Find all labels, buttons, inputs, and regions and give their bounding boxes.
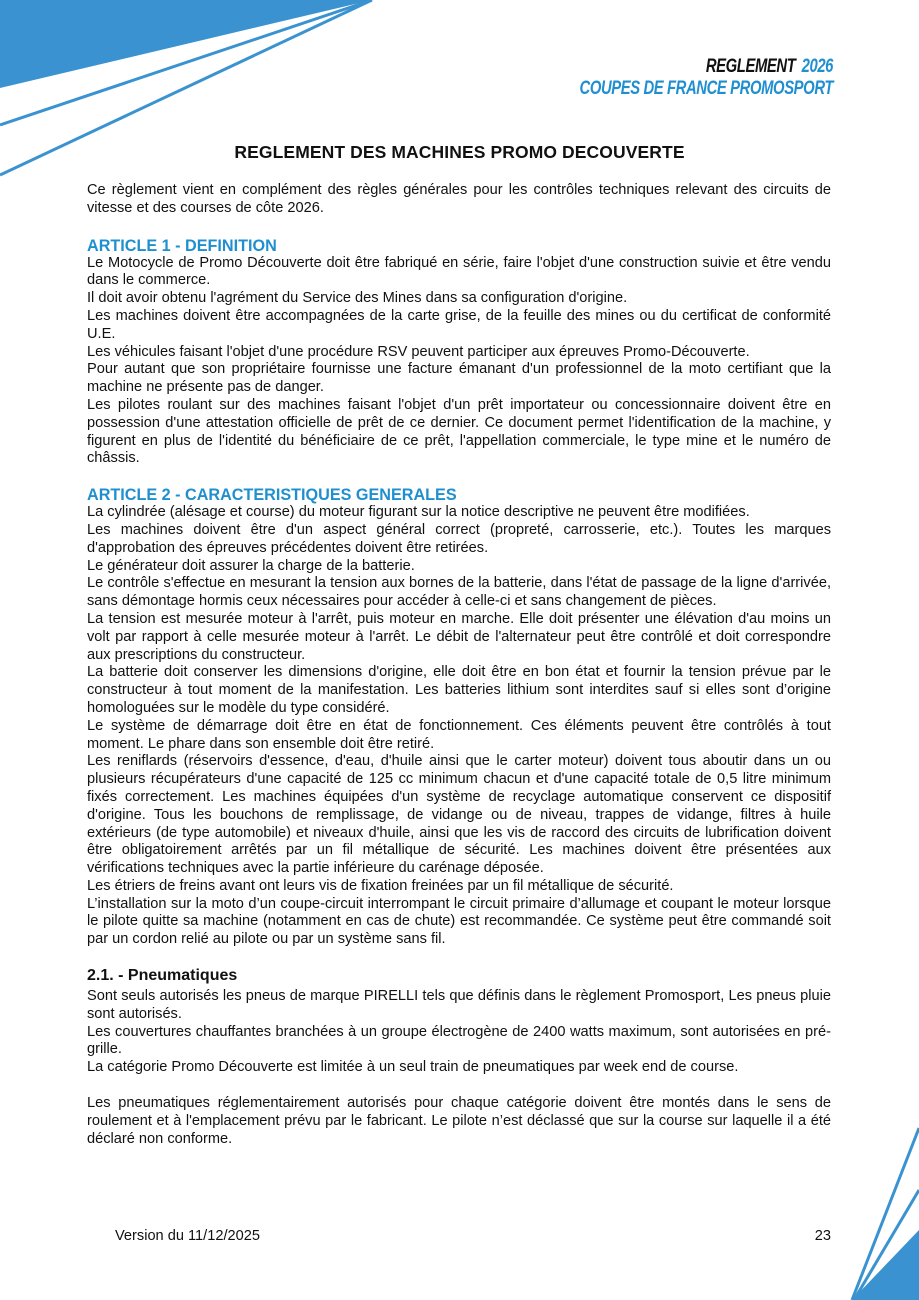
article-2-paragraph: Les reniflards (réservoirs d'essence, d'eau, d'huile ainsi que le carter moteur) doivent tous aboutir dans un ou plusieurs récupérateurs d'une capacité de 125 cc minimum chacun et d'une capacité totale de 0,5 litre minimum fixés correctement. Les machines équipées d'un système de recyclage automatique conservent ce dispositif d'origine. Tous les bouchons de remplissage, de vidange ou de niveau, trappes de vidange, filtres à huile extérieurs (de type automobile) et niveaux d'huile, ainsi que les vis de raccord des circuits de lubrification doivent être obligatoirement arrêtés par un fil métallique de sécurité. Les machines doivent être présentées aux vérifications techniques avec la partie inférieure du carénage déposée. xyxy=(87,753,831,877)
document-body xyxy=(87,182,831,1148)
article-1-paragraph: Pour autant que son propriétaire fournisse une facture émanant d'un professionnel de la moto certifiant que la machine ne présente pas de danger. xyxy=(87,361,831,396)
header-brand xyxy=(579,56,833,100)
article-2-paragraph: Les étriers de freins avant ont leurs vis de fixation freinées par un fil métallique de sécurité. xyxy=(87,877,674,894)
article-2-heading: ARTICLE 2 - CARACTERISTIQUES GENERALES xyxy=(87,486,457,505)
article-1-paragraph: Les machines doivent être accompagnées de la carte grise, de la feuille des mines ou du certificat de conformité U.E. xyxy=(87,307,831,342)
article-2-paragraph: L’installation sur la moto d’un coupe-circuit interrompant le circuit primaire d’allumage et coupant le moteur lorsque le pilote quitte sa machine (notamment en cas de chute) est recommandée. Ce système peut être commandé soit par un cordon relié au pilote ou par un système sans fil. xyxy=(87,895,831,948)
article-2-paragraph: Le générateur doit assurer la charge de la batterie. xyxy=(87,557,415,574)
article-2-paragraph: La tension est mesurée moteur à l'arrêt, puis moteur en marche. Elle doit présenter une élévation d'au moins un volt par rapport à celle mesurée moteur à l'arrêt. Le débit de l'alternateur peut être contrôlé et doit correspondre aux prescriptions du constructeur. xyxy=(87,610,831,663)
article-1-paragraph: Le Motocycle de Promo Découverte doit être fabriqué en série, faire l'objet d'une construction suivie et être vendu dans le commerce. xyxy=(87,254,831,289)
brand-line-1 xyxy=(579,56,833,78)
page-number: 23 xyxy=(814,1228,831,1244)
article-1-paragraph: Il doit avoir obtenu l'agrément du Service des Mines dans sa configuration d'origine. xyxy=(87,290,628,307)
page-title: REGLEMENT DES MACHINES PROMO DECOUVERTE xyxy=(234,142,685,162)
section-2-1-paragraph: Les couvertures chauffantes branchées à un groupe électrogène de 2400 watts maximum, sont autorisées en pré-grille. xyxy=(87,1023,831,1058)
article-1-paragraph: Les pilotes roulant sur des machines faisant l'objet d'un prêt importateur ou concessionnaire doivent être en possession d'une attestation officielle de prêt de ce dernier. Ce document permet l'identification de la machine, y figurent en plus de l'identité du bénéficiaire de ce prêt, l'appellation commerciale, le type mine et le numéro de châssis. xyxy=(87,396,831,467)
article-2-paragraph: Les machines doivent être d'un aspect général correct (propreté, carrosserie, etc.). Toutes les marques d'approbation des épreuves précédentes doivent être retirées. xyxy=(87,521,831,556)
article-1-paragraph: Les véhicules faisant l'objet d'une procédure RSV peuvent participer aux épreuves Promo-Découverte. xyxy=(87,343,750,360)
brand-year: 2026 xyxy=(801,56,833,77)
brand-line-2: COUPES DE FRANCE PROMOSPORT xyxy=(579,78,833,99)
section-2-1-paragraph: La catégorie Promo Découverte est limitée à un seul train de pneumatiques par week end de course. xyxy=(87,1059,739,1076)
footer-version: Version du 11/12/2025 xyxy=(115,1228,260,1244)
article-2-paragraph: Le contrôle s'effectue en mesurant la tension aux bornes de la batterie, dans l'état de passage de la ligne d'arrivée, sans démontage hormis ceux nécessaires pour accéder à celle-ci et sans changement de pièces. xyxy=(87,575,831,610)
section-2-1-paragraph: Sont seuls autorisés les pneus de marque PIRELLI tels que définis dans le règlement Promosport, Les pneus pluie sont autorisés. xyxy=(87,988,831,1022)
article-2-paragraph: La cylindrée (alésage et course) du moteur figurant sur la notice descriptive ne peuvent être modifiées. xyxy=(87,504,750,521)
section-2-1-heading: 2.1. - Pneumatiques xyxy=(87,967,238,985)
intro-paragraph: Ce règlement vient en complément des règles générales pour les contrôles techniques relevant des circuits de vitesse et des courses de côte 2026. xyxy=(87,182,831,216)
brand-reglement: REGLEMENT xyxy=(705,56,796,77)
article-1-heading: ARTICLE 1 - DEFINITION xyxy=(87,236,277,255)
bottom-right-stripes-decoration xyxy=(840,1120,919,1300)
article-2-paragraph: Le système de démarrage doit être en état de fonctionnement. Ces éléments peuvent être contrôlés à tout moment. Le phare dans son ensemble doit être retiré. xyxy=(87,717,831,752)
section-2-1-paragraph: Les pneumatiques réglementairement autorisés pour chaque catégorie doivent être montés dans le sens de roulement et à l'emplacement prévu par le fabricant. Le pilote n’est déclassé que sur la course sur laquelle il a été déclaré non conforme. xyxy=(87,1095,831,1147)
article-2-paragraph: La batterie doit conserver les dimensions d'origine, elle doit être en bon état et fournir la tension prévue par le constructeur à tout moment de la manifestation. Les batteries lithium sont interdites sauf si elles sont d’origine homologuées sur le modèle du type considéré. xyxy=(87,664,831,716)
